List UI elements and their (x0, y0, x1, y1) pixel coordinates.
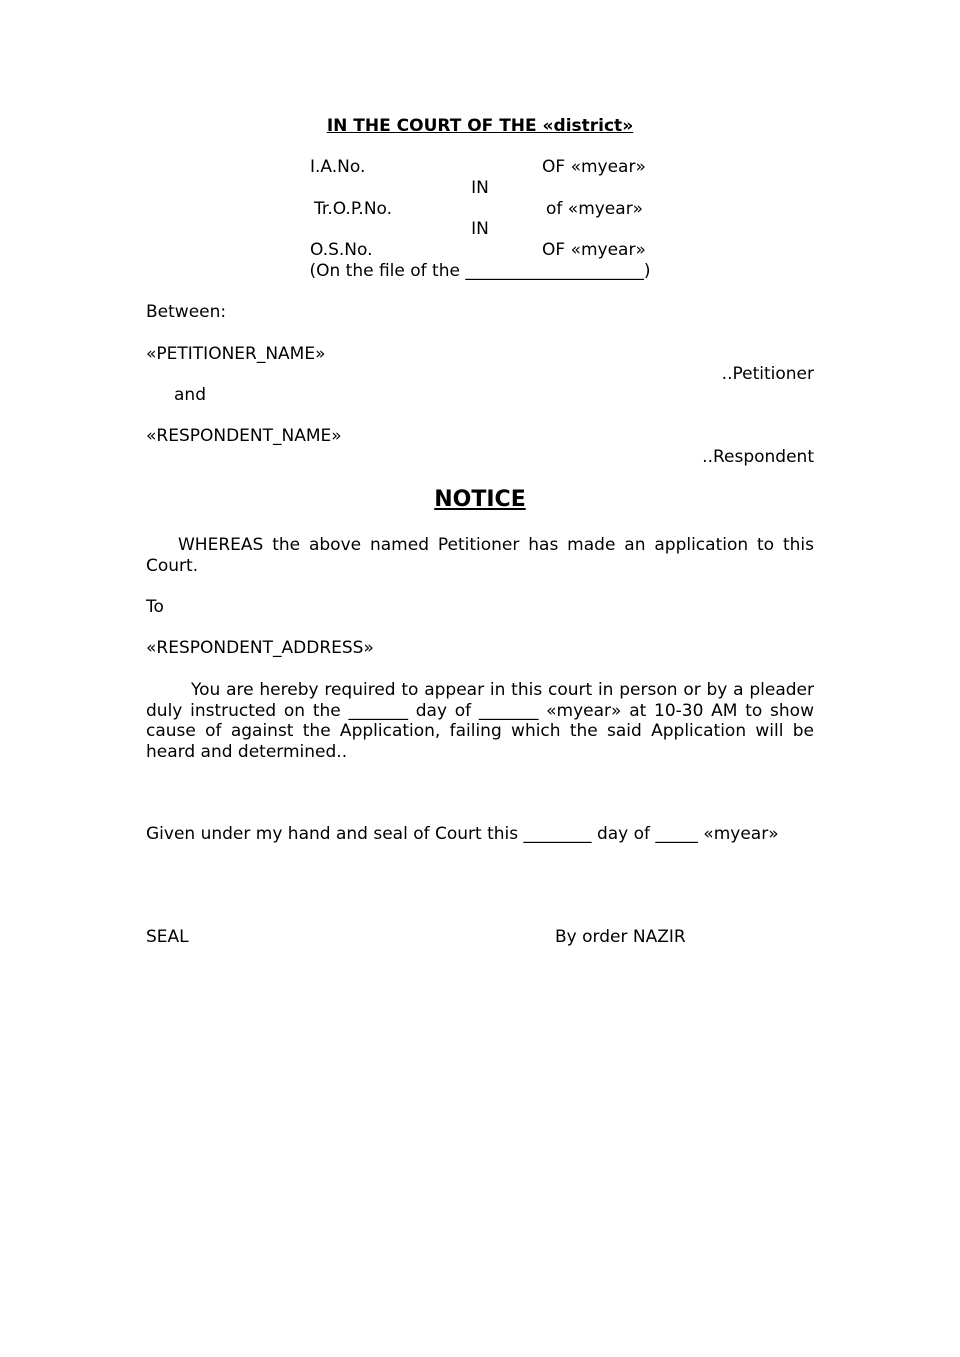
seal-label: SEAL (146, 927, 189, 947)
respondent-address: «RESPONDENT_ADDRESS» (146, 638, 374, 658)
in-separator-1: IN (471, 178, 489, 198)
whereas-paragraph: WHEREAS the above named Petitioner has made an application to this Court. (146, 535, 814, 576)
given-under-line: Given under my hand and seal of Court this ________ day of _____ «myear» (146, 824, 779, 844)
court-title: IN THE COURT OF THE «district» (326, 116, 634, 136)
petitioner-name: «PETITIONER_NAME» (146, 344, 326, 364)
file-of-line: (On the file of the _____________________) (309, 261, 651, 281)
ia-number-label: I.A.No. (310, 157, 366, 177)
trop-year: of «myear» (546, 199, 644, 219)
to-label: To (146, 597, 164, 617)
petitioner-role: ..Petitioner (721, 364, 814, 384)
ia-year: OF «myear» (542, 157, 646, 177)
in-separator-2: IN (471, 219, 489, 239)
trop-number-label: Tr.O.P.No. (314, 199, 393, 219)
os-number-label: O.S.No. (310, 240, 373, 260)
between-label: Between: (146, 302, 227, 322)
nazir-signature-label: By order NAZIR (555, 927, 686, 947)
appear-paragraph: You are hereby required to appear in this court in person or by a pleader duly instructed on the _______ day of _______ «myear» at 10-30 AM to show cause of against the Application, failing which the said Application will be heard and determined.. (146, 680, 814, 762)
and-label: and (174, 385, 206, 405)
respondent-name: «RESPONDENT_NAME» (146, 426, 342, 446)
notice-title: NOTICE (434, 487, 526, 512)
respondent-role: ..Respondent (702, 447, 814, 467)
os-year: OF «myear» (542, 240, 646, 260)
